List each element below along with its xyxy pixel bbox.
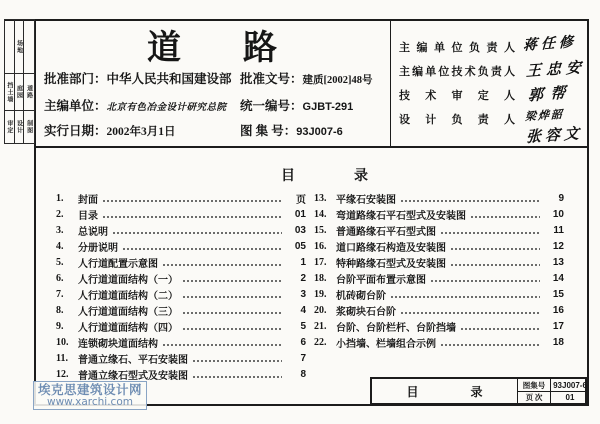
sheet-name-char: 录	[470, 384, 483, 399]
toc-item-title: 总说明	[78, 226, 108, 238]
toc-item	[56, 286, 306, 302]
edge-cell: 挡土墙	[5, 74, 15, 111]
approval-dept-row	[44, 69, 232, 87]
toc-item	[314, 302, 564, 318]
field-label: 统一编号：	[240, 99, 303, 113]
toc-item-number: 4.	[56, 240, 64, 252]
toc-item-title: 目录	[78, 210, 98, 222]
toc-item	[56, 318, 306, 334]
toc-item-title: 平缘石安装图	[336, 194, 396, 206]
dotted-leader	[440, 334, 540, 350]
approval-doc-number-row	[240, 69, 373, 87]
toc-item-title: 小挡墙、栏墙组合示例	[336, 338, 436, 350]
toc-item-number: 3.	[56, 224, 64, 236]
toc-item	[314, 190, 564, 206]
toc-item-page: 03	[294, 224, 306, 236]
dotted-leader	[470, 206, 540, 222]
dotted-leader	[182, 302, 282, 318]
toc-item-number: 13.	[314, 192, 327, 204]
toc-item-page: 9	[558, 192, 564, 204]
header-bottom-border	[34, 146, 589, 148]
toc-item-number: 9.	[56, 320, 64, 332]
dotted-leader	[122, 238, 282, 254]
toc-item-page: 11	[553, 224, 564, 236]
toc-item	[56, 366, 306, 382]
toc-column-left	[56, 190, 306, 382]
field-value: GJBT-291	[302, 101, 354, 113]
toc-item-number: 21.	[314, 320, 327, 332]
atlas-number-row	[240, 121, 343, 139]
edge-cell	[5, 20, 15, 74]
unified-number-row	[240, 96, 353, 114]
toc-heading-char: 录	[354, 169, 368, 184]
toc-item-number: 17.	[314, 256, 327, 268]
toc-item-title: 普通立缘石、平石安装图	[78, 354, 188, 366]
atlas-number-label: 图集号	[522, 380, 546, 390]
chief-tech-responsible-label: 主编单位技术负责人	[399, 66, 515, 78]
toc-item-page: 18	[552, 336, 564, 348]
design-responsible-label: 设计负责人	[399, 114, 515, 126]
toc-item-title: 机砖砌台阶	[336, 290, 386, 302]
toc-item-page: 17	[552, 320, 564, 332]
toc-item-page: 14	[552, 272, 564, 284]
field-value: 北京有色冶金设计研究总院	[106, 103, 227, 113]
toc-item-page: 12	[552, 240, 564, 252]
toc-item	[56, 222, 306, 238]
toc-item-number: 1.	[56, 192, 64, 204]
field-label: 主编单位：	[44, 99, 107, 113]
toc-item-number: 16.	[314, 240, 327, 252]
dotted-leader	[450, 238, 540, 254]
toc-item-title: 人行道配置示意图	[78, 258, 158, 270]
edge-cell: 审定	[5, 111, 15, 143]
dotted-leader	[102, 206, 282, 222]
sheet-name-char: 目	[406, 384, 419, 399]
toc-item-title: 台阶、台阶栏杆、台阶挡墙	[336, 322, 456, 334]
toc-item-page: 2	[300, 272, 306, 284]
toc-item-page: 4	[300, 304, 306, 316]
toc-item-title: 人行道道面结构（三）	[78, 306, 178, 318]
watermark	[33, 381, 147, 410]
dotted-leader	[460, 318, 540, 334]
field-label: 批准文号：	[240, 72, 303, 86]
toc-item	[314, 318, 564, 334]
edge-cell: 设计	[15, 111, 25, 143]
toc-item	[56, 302, 306, 318]
tech-approver-label: 技术审定人	[399, 90, 515, 102]
toc-item-number: 7.	[56, 288, 64, 300]
toc-item	[56, 238, 306, 254]
toc-item-page: 1	[300, 256, 306, 268]
field-label: 图 集 号：	[240, 124, 297, 138]
toc-item-title: 分册说明	[78, 242, 118, 254]
toc-item-title: 人行道道面结构（四）	[78, 322, 178, 334]
toc-item	[314, 286, 564, 302]
toc-item-page: 8	[300, 368, 306, 380]
toc-item	[56, 270, 306, 286]
toc-item-number: 14.	[314, 208, 327, 220]
toc-item-title: 人行道道面结构（一）	[78, 274, 178, 286]
effective-date-row	[44, 121, 176, 139]
toc-item-page: 3	[300, 288, 306, 300]
toc-item-number: 2.	[56, 208, 64, 220]
toc-item-number: 20.	[314, 304, 327, 316]
toc-item-page: 01	[294, 208, 306, 220]
toc-item-number: 10.	[56, 336, 69, 348]
toc-item-page: 10	[552, 208, 564, 220]
toc-item	[314, 270, 564, 286]
toc-item-number: 15.	[314, 224, 327, 236]
dotted-leader	[192, 350, 282, 366]
toc-item-page: 16	[552, 304, 564, 316]
toc-item	[314, 206, 564, 222]
title-char: 路	[243, 29, 277, 67]
page-number-label: 页 次	[525, 392, 543, 402]
toc-heading-char: 目	[281, 169, 295, 184]
page-title	[36, 20, 388, 68]
title-char: 道	[147, 29, 181, 67]
signature: 梁烨韶	[524, 108, 565, 124]
dotted-leader	[440, 222, 540, 238]
toc-item-number: 5.	[56, 256, 64, 268]
field-value: 2002年3月1日	[106, 126, 176, 138]
toc-item-title: 浆砌块石台阶	[336, 306, 396, 318]
dotted-leader	[102, 190, 282, 206]
signature: 王忠安	[525, 59, 587, 81]
toc-item	[56, 350, 306, 366]
toc-item-title: 普通路缘石平石型式图	[336, 226, 436, 238]
signature: 蒋任修	[522, 35, 578, 54]
toc-item	[56, 254, 306, 270]
toc-item	[56, 334, 306, 350]
toc-item	[56, 206, 306, 222]
chief-editor-row	[44, 96, 227, 114]
dotted-leader	[112, 222, 282, 238]
toc-item	[56, 190, 306, 206]
toc-item-number: 22.	[314, 336, 327, 348]
toc-item-title: 封面	[78, 194, 98, 206]
toc-item-page: 13	[552, 256, 564, 268]
edge-cell	[24, 20, 34, 74]
watermark-site-name: 埃克思建筑设计网	[37, 382, 142, 397]
dotted-leader	[182, 318, 282, 334]
dotted-leader	[390, 286, 540, 302]
toc-item-number: 19.	[314, 288, 327, 300]
toc-item	[314, 254, 564, 270]
dotted-leader	[450, 254, 540, 270]
field-value: 建质[2002]48号	[302, 75, 373, 86]
footer-title-block	[370, 377, 587, 405]
dotted-leader	[162, 334, 282, 350]
toc-item-title: 普通立缘石型式及安装图	[78, 370, 188, 382]
toc-item	[314, 222, 564, 238]
toc-item-number: 18.	[314, 272, 327, 284]
dotted-leader	[400, 190, 540, 206]
toc-item-number: 8.	[56, 304, 64, 316]
toc-item-title: 弯道路缘石平石型式及安装图	[336, 210, 466, 222]
chief-responsible-label: 主编单位负责人	[399, 42, 515, 54]
toc-item-number: 11.	[56, 352, 68, 364]
toc-item-page: 7	[300, 352, 306, 364]
toc-item-number: 6.	[56, 272, 64, 284]
signature: 郭 帮	[527, 85, 566, 105]
edge-cell: 道路	[24, 74, 34, 111]
toc-item-page: 15	[552, 288, 564, 300]
dotted-leader	[192, 366, 282, 382]
toc-item-title: 人行道道面结构（二）	[78, 290, 178, 302]
sheet-right-border	[587, 19, 589, 406]
toc-item	[314, 238, 564, 254]
toc-item-page: 5	[300, 320, 306, 332]
sheet-name	[372, 379, 517, 403]
dotted-leader	[182, 270, 282, 286]
toc-item-page: 05	[294, 240, 306, 252]
toc-item-page: 6	[300, 336, 306, 348]
watermark-site-url: www.xarchi.com	[47, 396, 133, 408]
toc-item	[314, 334, 564, 350]
toc-item-title: 连锁砌块道面结构	[78, 338, 158, 350]
signature-panel-divider	[390, 19, 391, 148]
dotted-leader	[400, 302, 540, 318]
edge-cell: 制图	[25, 120, 32, 134]
signature: 张容文	[525, 125, 584, 147]
dotted-leader	[430, 270, 540, 286]
atlas-number-value: 93J007-6	[553, 380, 587, 390]
field-label: 实行日期：	[44, 124, 107, 138]
page-number-value: 01	[565, 392, 575, 402]
toc-item-page: 页	[296, 194, 306, 206]
toc-item-title: 道口路缘石构造及安装图	[336, 242, 446, 254]
toc-item-title: 特种路缘石型式及安装图	[336, 258, 446, 270]
toc-column-right	[314, 190, 564, 350]
toc-item-number: 12.	[56, 368, 69, 380]
edge-cell: 场地	[15, 20, 25, 74]
toc-item-title: 台阶平面布置示意图	[336, 274, 426, 286]
dotted-leader	[162, 254, 282, 270]
dotted-leader	[182, 286, 282, 302]
field-value: 中华人民共和国建设部	[106, 72, 232, 86]
field-value: 93J007-6	[296, 126, 343, 138]
edge-cell: 庭园	[15, 74, 25, 111]
field-label: 批准部门：	[44, 72, 107, 86]
binding-edge-grid	[4, 19, 35, 144]
